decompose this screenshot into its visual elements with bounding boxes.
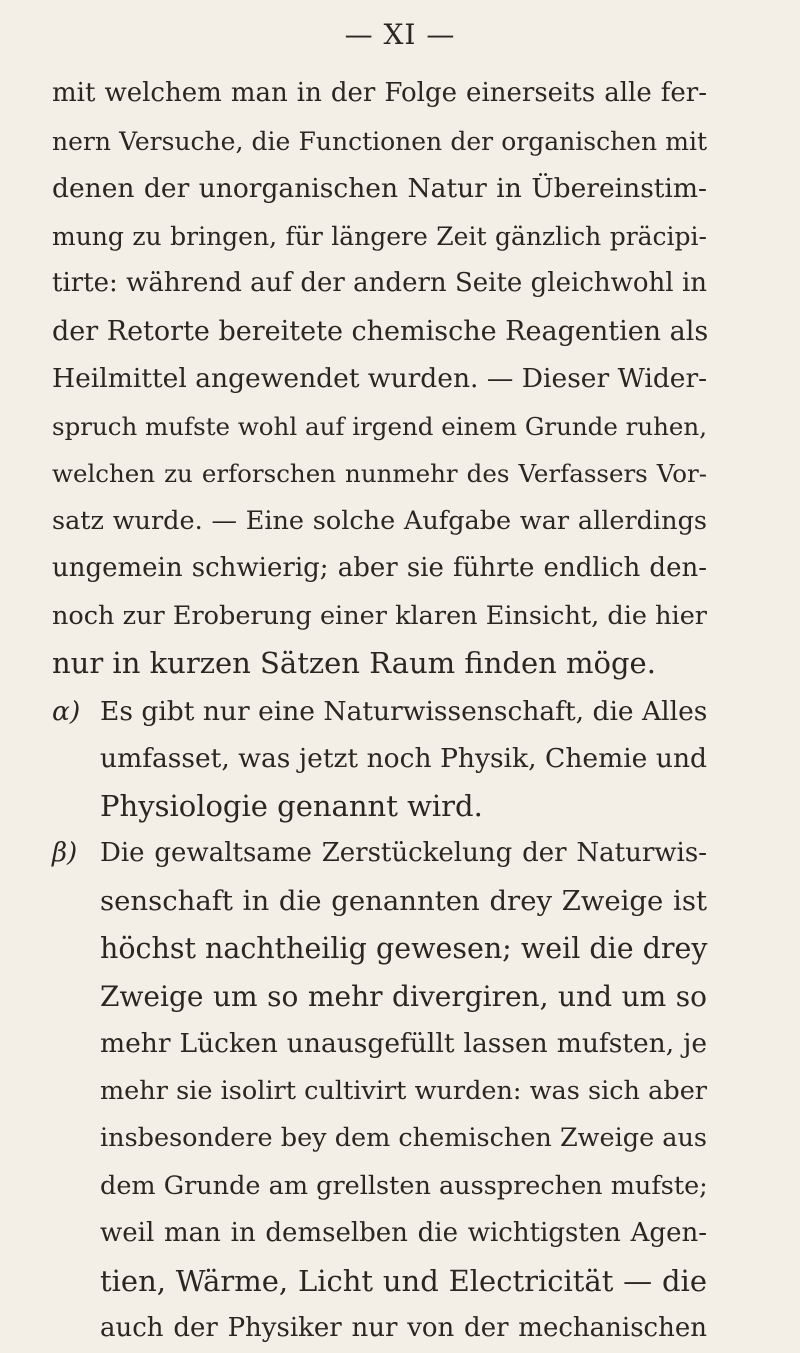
list-item-line: höchst nachtheilig gewesen; weil die drey [100,932,708,965]
list-marker-alpha: α) [52,695,81,727]
text-line: noch zur Eroberung einer klaren Einsicht, die hier [52,600,707,631]
list-item-line: Physiologie genannt wird. [100,788,483,823]
list-item-line: Zweige um so mehr divergiren, und um so [100,979,707,1013]
text-line: ungemein schwierig; aber sie führte endlich den- [52,553,707,583]
text-line: nern Versuche, die Functionen der organischen mit [52,126,707,156]
list-item-beta-line [52,830,707,878]
text-line: denen der unorganischen Natur in Übereinstim- [52,173,707,204]
text-line: mung zu bringen, für längere Zeit gänzlich präcipi- [52,221,707,251]
text-line: spruch mufste wohl auf irgend einem Grunde ruhen, [52,411,707,441]
list-item-line: insbesondere bey dem chemischen Zweige aus [100,1123,707,1153]
list-item-line: auch der Physiker nur von der mechanischen [100,1313,707,1343]
body-text [52,70,707,1353]
page-number: — XI — [344,18,456,51]
text-line: satz wurde. — Eine solche Aufgabe war allerdings [52,505,707,536]
text-line: welchen zu erforschen nunmehr des Verfassers Vor- [52,459,707,488]
text-line: tirte: während auf der andern Seite gleichwohl in [52,268,707,298]
text-line: nur in kurzen Sätzen Raum finden möge. [52,646,656,680]
list-item-line: umfasset, was jetzt noch Physik, Chemie und [100,743,707,774]
list-item-line: tien, Wärme, Licht und Electricität — die [100,1263,707,1298]
list-item-line: dem Grunde am grellsten aussprechen mufste; [100,1170,708,1201]
list-item-alpha-line [52,688,707,736]
text-line: der Retorte bereitete chemische Reagentien als [52,315,709,347]
list-item-line: mehr sie isolirt cultivirt wurden: was sich aber [100,1075,707,1106]
list-marker-beta: β) [52,838,78,868]
text-line: Heilmittel angewendet wurden. — Dieser Wider- [52,363,708,394]
list-item-line: weil man in demselben die wichtigsten Agen- [100,1218,707,1248]
list-item-line: senschaft in die genannten drey Zweige ist [100,884,707,917]
list-item-line: mehr Lücken unausgefüllt lassen mufsten, je [100,1028,707,1059]
text-line: mit welchem man in der Folge einerseits alle fer- [52,78,707,108]
list-item-text: Die gewaltsame Zerstückelung der Naturwis- [100,838,707,868]
list-item-text: Es gibt nur eine Naturwissenschaft, die Alles [100,695,708,727]
